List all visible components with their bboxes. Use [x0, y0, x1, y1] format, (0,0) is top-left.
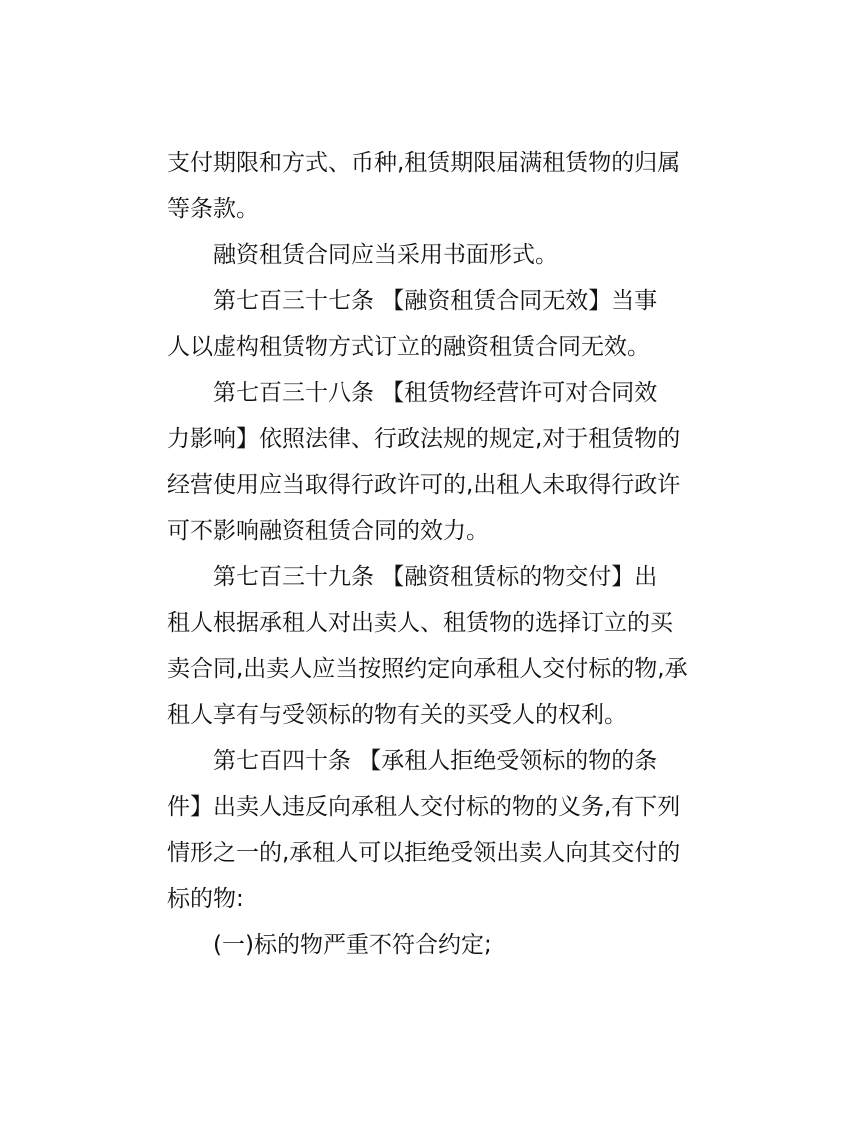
text-line: 租人根据承租人对出卖人、租赁物的选择订立的买 — [167, 610, 673, 636]
text-line: 经营使用应当取得行政许可的,出租人未取得行政许 — [167, 472, 681, 498]
text-line: 租人享有与受领标的物有关的买受人的权利。 — [167, 702, 627, 728]
text-line: 融资租赁合同应当采用书面形式。 — [213, 242, 558, 268]
text-line: 情形之一的,承租人可以拒绝受领出卖人向其交付的 — [167, 840, 681, 866]
text-line: 标的物: — [167, 886, 244, 912]
article-738-heading-line: 第七百三十八条 【租赁物经营许可对合同效 — [213, 380, 658, 406]
text-line: 可不影响融资租赁合同的效力。 — [167, 518, 489, 544]
text-line: 人以虚构租赁物方式订立的融资租赁合同无效。 — [167, 334, 650, 360]
article-739-heading-line: 第七百三十九条 【融资租赁标的物交付】出 — [213, 564, 658, 590]
article-737-heading-line: 第七百三十七条 【融资租赁合同无效】当事 — [213, 288, 658, 314]
text-line: 等条款。 — [167, 196, 259, 222]
article-740-heading-line: 第七百四十条 【承租人拒绝受领标的物的条 — [213, 748, 658, 774]
text-line: 支付期限和方式、币种,租赁期限届满租赁物的归属 — [167, 150, 681, 176]
text-line: 卖合同,出卖人应当按照约定向承租人交付标的物,承 — [167, 656, 688, 682]
text-line: 力影响】依照法律、行政法规的规定,对于租赁物的 — [167, 426, 681, 452]
text-line: 件】出卖人违反向承租人交付标的物的义务,有下列 — [167, 794, 681, 820]
document-body — [167, 140, 697, 968]
list-item-line: (一)标的物严重不符合约定; — [213, 932, 492, 958]
